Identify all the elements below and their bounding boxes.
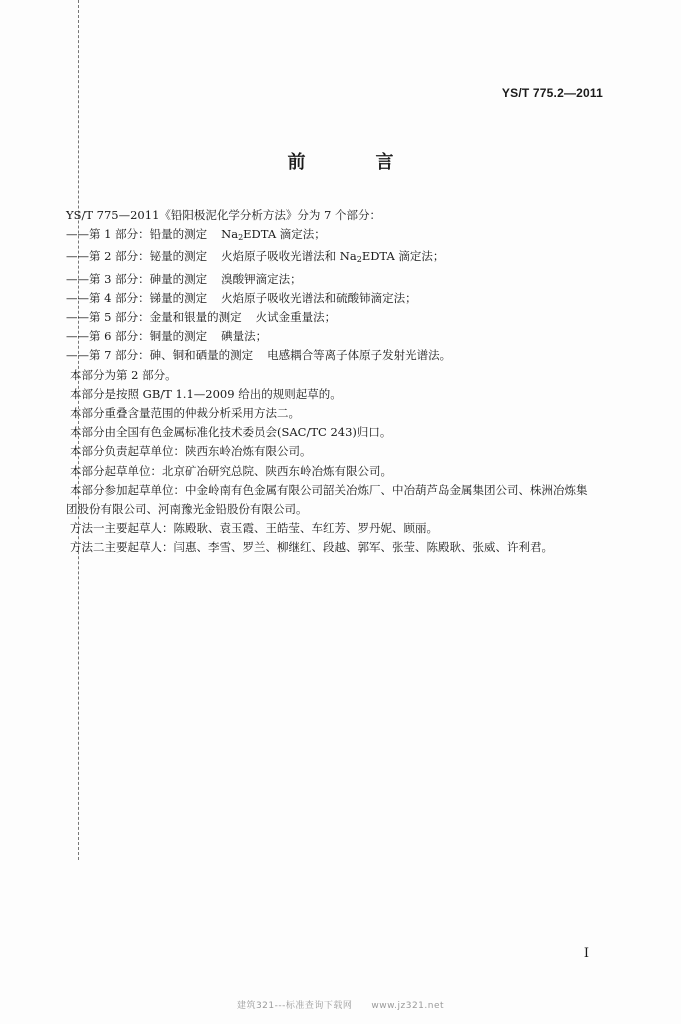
paragraph-responsible-unit: 本部分负责起草单位：陕西东岭冶炼有限公司。	[70, 444, 312, 459]
watermark-footer: 建筑321---标准查询下载网 www.jz321.net	[236, 1001, 445, 1011]
part-title: ——第 7 部分：砷、铜和硒量的测定	[66, 348, 254, 363]
part-title: ——第 3 部分：砷量的测定	[66, 271, 208, 286]
part-title: ——第 5 部分：金量和银量的测定	[66, 310, 242, 325]
part-title: ——第 2 部分：铋量的测定	[66, 249, 208, 264]
part-item	[66, 270, 606, 289]
part-method: 火焰原子吸收光谱法和 Na	[221, 249, 357, 264]
part-method-suffix: EDTA 滴定法；	[243, 227, 326, 242]
intro-paragraph: YS/T 775—2011《铅阳极泥化学分析方法》分为 7 个部分：	[66, 208, 382, 222]
part-title: ——第 6 部分：铜量的测定	[66, 329, 208, 344]
part-title: ——第 4 部分：锑量的测定	[66, 290, 208, 305]
paragraph-drafting-rules: 本部分是按照 GB/T 1.1—2009 给出的规则起草的。	[70, 386, 342, 401]
part-title: ——第 1 部分：铅量的测定	[66, 227, 208, 242]
part-item	[66, 308, 606, 327]
paragraph-part-number: 本部分为第 2 部分。	[70, 367, 177, 382]
part-item	[66, 225, 606, 247]
part-method: 火试金重量法；	[255, 310, 337, 325]
page-title: 前 言	[287, 152, 420, 173]
paragraph-method-two-drafters: 方法二主要起草人：闫惠、李雪、罗兰、柳继红、段越、郭军、张莹、陈殿耿、张威、许利君。	[70, 540, 553, 555]
part-method: Na	[221, 227, 239, 242]
part-method-suffix: EDTA 滴定法；	[361, 249, 445, 264]
part-method: 火焰原子吸收光谱法和硫酸铈滴定法；	[221, 290, 417, 305]
part-method-subscript: 2	[356, 255, 362, 265]
part-item	[66, 247, 606, 269]
standard-code: YS/T 775.2—2011	[501, 86, 603, 100]
paragraph-drafting-units: 本部分起草单位：北京矿冶研究总院、陕西东岭冶炼有限公司。	[70, 463, 392, 478]
part-item	[66, 346, 606, 365]
page-number: I	[583, 946, 589, 961]
part-method: 电感耦合等离子体原子发射光谱法。	[267, 348, 452, 363]
part-method: 碘量法；	[221, 329, 268, 344]
part-method-subscript: 2	[238, 233, 244, 243]
paragraph-method-one-drafters: 方法一主要起草人：陈殿耿、袁玉霞、王皓莹、车红芳、罗丹妮、顾丽。	[70, 521, 438, 536]
paragraph-arbitration: 本部分重叠含量范围的仲裁分析采用方法二。	[70, 406, 300, 421]
part-item	[66, 327, 606, 346]
paragraph-committee: 本部分由全国有色金属标准化技术委员会(SAC/TC 243)归口。	[70, 425, 392, 440]
paragraph-participating-units: 本部分参加起草单位：中金岭南有色金属有限公司韶关冶炼厂、中冶葫芦岛金属集团公司、株洲冶炼集团股份有限公司、河南豫光金铅股份有限公司。	[66, 482, 588, 517]
part-item	[66, 289, 606, 308]
part-method: 溴酸钾滴定法；	[221, 271, 302, 286]
document-body	[66, 206, 606, 558]
parts-list	[66, 225, 606, 365]
